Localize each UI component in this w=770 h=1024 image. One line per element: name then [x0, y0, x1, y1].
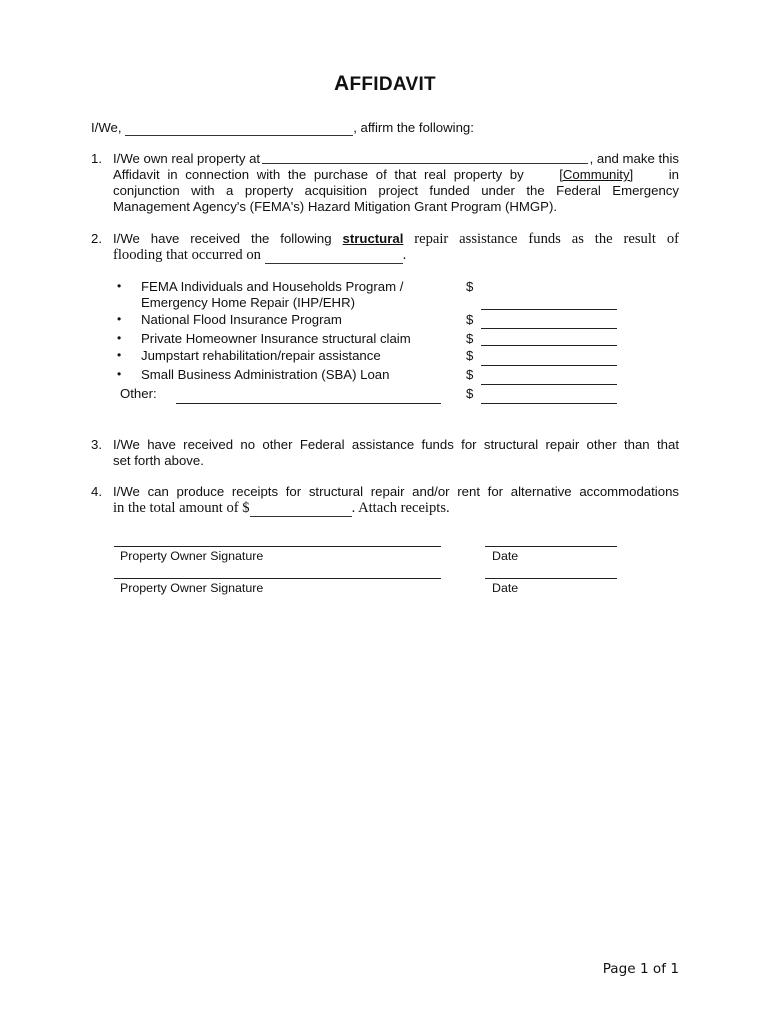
- other-source-field[interactable]: [176, 403, 441, 404]
- date-label-1: Date: [492, 549, 519, 563]
- property-address-blank[interactable]: [262, 151, 587, 164]
- amount-sba-field[interactable]: [481, 384, 617, 385]
- amount-jumpstart-field[interactable]: [481, 365, 617, 366]
- name-blank[interactable]: [125, 120, 353, 136]
- other-label: Other:: [120, 386, 157, 401]
- item-4: 4. I/We can produce receipts for structural repair and/or rent for alternative accommodations in the total amount of $ . Attach receipts.: [91, 484, 679, 516]
- document-title: AFFIDAVIT: [334, 72, 436, 95]
- date-label-2: Date: [492, 581, 519, 595]
- dollar-sign: $: [466, 367, 474, 382]
- dollar-sign: $: [466, 348, 474, 363]
- page-number: Page 1 of 1: [602, 961, 679, 977]
- dollar-sign: $: [466, 386, 474, 401]
- receipts-total-blank[interactable]: [250, 500, 352, 517]
- dollar-sign: $: [466, 331, 474, 346]
- amount-nfip-field[interactable]: [481, 328, 617, 329]
- amount-other-field[interactable]: [481, 403, 617, 404]
- item-3: 3. I/We have received no other Federal assistance funds for structural repair other than that set forth above.: [91, 437, 679, 468]
- flood-date-blank[interactable]: [265, 247, 403, 264]
- community-field[interactable]: [Community]: [559, 167, 634, 182]
- dollar-sign: $: [466, 279, 474, 294]
- signature-label-1: Property Owner Signature: [120, 549, 264, 563]
- dollar-sign: $: [466, 312, 474, 327]
- date-line-1[interactable]: [485, 546, 617, 547]
- amount-fema-field[interactable]: [481, 309, 617, 310]
- intro-line: I/We, , affirm the following:: [91, 120, 474, 135]
- date-line-2[interactable]: [485, 578, 617, 579]
- item-2: 2. I/We have received the following structural repair assistance funds as the result of flooding that occurred on .: [91, 231, 680, 263]
- signature-label-2: Property Owner Signature: [120, 581, 264, 595]
- item-1: 1. I/We own real property at , and make this Affidavit in connection with the purchase of that real property by [Community] in conjunction with a property acquisition project funded under the Federal Emergency Management Agency's (FEMA's) Hazard Mitigation Grant Program (HMGP).: [91, 151, 679, 214]
- signature-line-2[interactable]: [114, 578, 441, 579]
- amount-private-field[interactable]: [481, 345, 617, 346]
- signature-line-1[interactable]: [114, 546, 441, 547]
